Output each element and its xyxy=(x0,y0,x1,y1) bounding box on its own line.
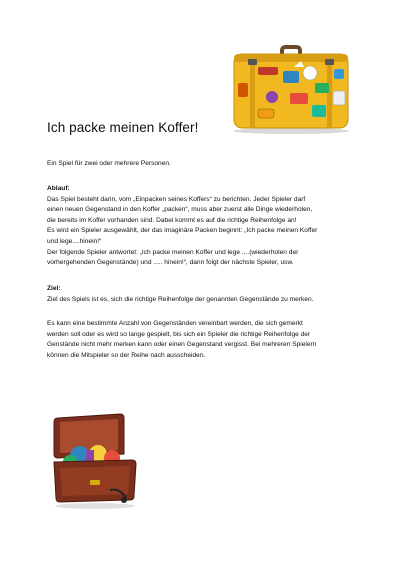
ablauf-heading: Ablauf: xyxy=(47,185,70,192)
ablauf-line: Das Spiel besteht darin, vom „Einpacken seines Koffers“ zu berichten. Jeder Spieler darf xyxy=(47,195,306,203)
ablauf-line: die bereits im Koffer vorhanden sind. Dabei kommt es auf die richtige Reihenfolge an! xyxy=(47,216,297,224)
yellow-suitcase-illustration xyxy=(228,43,354,135)
outro-line: können die Mitspieler so der Reihe nach ausscheiden. xyxy=(47,351,206,359)
intro-paragraph xyxy=(47,159,352,170)
ablauf-line: Es wird ein Spieler ausgewählt, der das imaginäre Packen beginnt: „Ich packe meinen Koffer xyxy=(47,227,318,235)
ablauf-line: und lege....hinein!“ xyxy=(47,237,102,245)
ablauf-line: einen neuen Gegenstand in den Koffer „packen“, muss aber zuerst alle Dinge wiederholen, xyxy=(47,206,313,214)
ablauf-section xyxy=(47,184,352,269)
ablauf-line: vorhergehenden Gegenstände) und ..... hinein!“, dann folgt der nächste Spieler, usw. xyxy=(47,259,294,267)
outro-line: werden soll oder es wird so lange gespielt, bis sich ein Spieler die richtige Reihenfolge der xyxy=(47,330,311,338)
ziel-section xyxy=(47,284,352,305)
ziel-heading: Ziel: xyxy=(47,285,61,292)
outro-paragraph xyxy=(47,319,352,361)
ziel-text: Ziel des Spiels ist es, sich die richtige Reihenfolge der genannten Gegenstände zu merken. xyxy=(47,295,314,303)
ablauf-line: Der folgende Spieler antwortet: „Ich packe meinen Koffer und lege ....(wiederholen der xyxy=(47,248,299,256)
outro-line: Es kann eine bestimmte Anzahl von Gegenständen vereinbart werden, die sich gemerkt xyxy=(47,320,303,327)
open-suitcase-illustration xyxy=(50,410,140,510)
intro-text: Ein Spiel für zwei oder mehrere Personen. xyxy=(47,160,171,167)
outro-line: Genstände nicht mehr merken kann oder einen Gegenstand vergisst. Bei mehreren Spielern xyxy=(47,341,317,349)
document-title: Ich packe meinen Koffer! xyxy=(47,120,199,135)
